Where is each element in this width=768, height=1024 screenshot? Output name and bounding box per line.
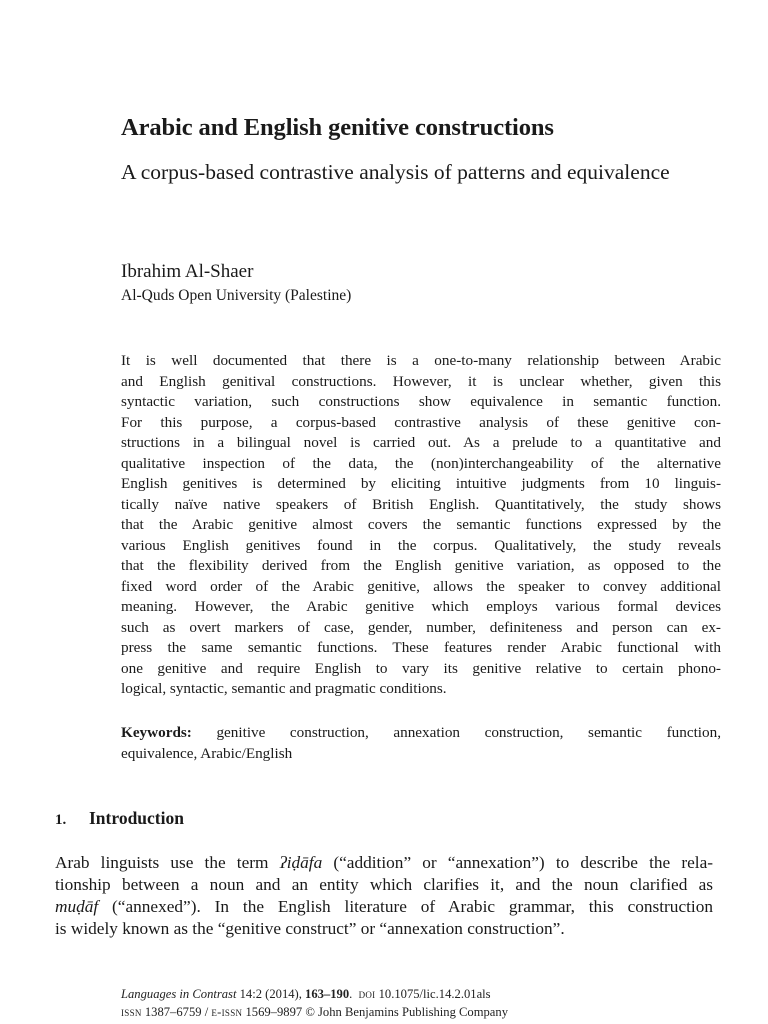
issn-label: issn [121,1005,142,1019]
abstract-line: syntactic variation, such constructions show equivalence in semantic function. [121,393,721,410]
section-number: 1. [55,812,67,828]
abstract-line: structions in a bilingual novel is carried out. As a prelude to a quantitative and [121,434,721,451]
abstract-line: logical, syntactic, semantic and pragmatic conditions. [121,680,447,697]
body-line [55,896,713,918]
citation-line: Languages in Contrast 14:2 (2014), 163–190. doi 10.1075/lic.14.2.01als [121,987,491,1001]
page-range: 163–190 [305,987,350,1001]
body-line: tionship between a noun and an entity which clarifies it, and the noun clarified as [55,875,713,894]
term-mudaf: muḍāf [55,897,99,916]
body-line [55,852,713,874]
issn-line [121,1003,721,1021]
eissn-value: 1569–9897 © John Benjamins Publishing Company [242,1005,508,1019]
abstract-line: meaning. However, the Arabic genitive which employs various formal devices [121,598,721,615]
page-footer [121,985,721,1021]
intro-paragraph [55,852,713,940]
abstract-line: tically naïve native speakers of British English. Quantitatively, the study shows [121,495,721,513]
doi-value: 10.1075/lic.14.2.01als [375,987,491,1001]
body-text-run: (“annexed”). In the English literature of Arabic grammar, this construction [98,897,713,916]
abstract-line: qualitative inspection of the data, the (non)interchangeability of the alternative [121,454,721,472]
abstract [121,351,721,700]
keywords-text: genitive construction, annexation construction, semantic function, [191,724,721,741]
abstract-line: English genitives is determined by eliciting intuitive judgments from 10 linguis- [121,475,721,492]
abstract-line: that the Arabic genitive almost covers the semantic functions expressed by the [121,516,721,533]
abstract-line: various English genitives found in the corpus. Qualitatively, the study reveals [121,536,721,554]
issn-value: 1387–6759 / [141,1005,212,1019]
keywords-label: Keywords: [121,724,192,741]
abstract-line: such as overt markers of case, gender, number, definiteness and person can ex- [121,618,721,636]
author-affiliation: Al-Quds Open University (Palestine) [121,287,352,304]
abstract-line: It is well documented that there is a one-to-many relationship between Arabic [121,352,721,369]
abstract-line: and English genitival constructions. However, it is unclear whether, given this [121,372,721,390]
keywords-line [121,723,721,744]
journal-name: Languages in Contrast [121,987,237,1001]
section-title: Introduction [89,808,184,828]
abstract-line: press the same semantic functions. These features render Arabic functional with [121,639,721,656]
term-idafa: ʔiḍāfa [279,853,323,872]
section-heading [55,808,184,829]
abstract-line: that the flexibility derived from the English genitive variation, as opposed to the [121,557,721,574]
article-title: Arabic and English genitive constructions [121,114,554,141]
body-text-run: Arab linguists use the term [55,853,280,872]
keywords [121,723,721,764]
article-subtitle: A corpus-based contrastive analysis of patterns and equivalence [121,160,670,184]
body-text-run: (“addition” or “annexation”) to describe the rela- [322,853,713,872]
body-line: is widely known as the “genitive construct” or “annexation construction”. [55,919,565,938]
abstract-line: fixed word order of the Arabic genitive, allows the speaker to convey additional [121,577,721,595]
doi-label: doi [358,987,376,1001]
keywords-line: equivalence, Arabic/English [121,744,293,762]
abstract-line: one genitive and require English to vary its genitive relative to certain phono- [121,659,721,677]
abstract-line: For this purpose, a corpus-based contrastive analysis of these genitive con- [121,413,721,431]
journal-volume: 14:2 (2014), [236,987,306,1001]
author-name: Ibrahim Al-Shaer [121,261,254,282]
eissn-label: e-issn [211,1005,243,1019]
